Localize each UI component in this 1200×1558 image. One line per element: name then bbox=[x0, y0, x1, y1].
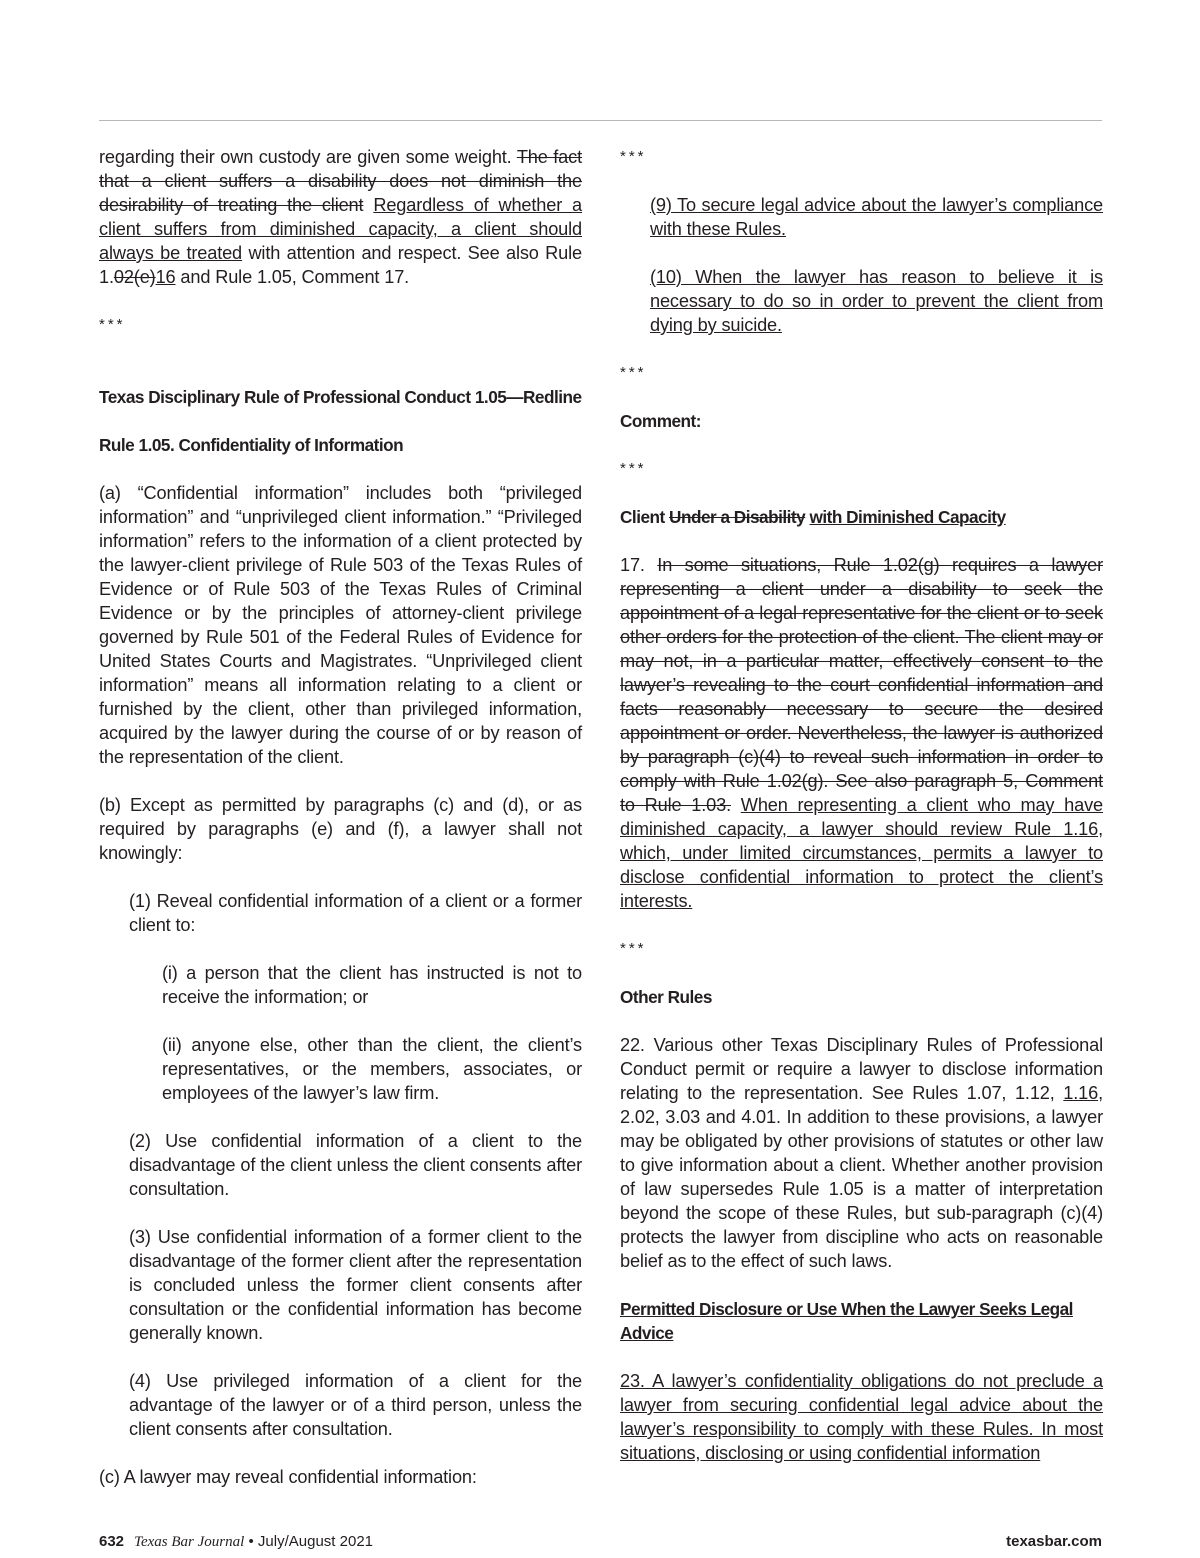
deleted-rule-ref: 02(e) bbox=[113, 267, 156, 287]
comment-22: 22. Various other Texas Disciplinary Rules of Professional Conduct permit or require a lawyer to disclose information relating to the representation. See Rules 1.07, 1.12, 1.16, 2.02, 3.03 and 4.01. In addition to these provisions, a lawyer may be obligated by other provisions of statutes or other law to give information about a client. Whether another provision of law supersedes Rule 1.05 is a matter of interpretation beyond the scope of these Rules, but sub-paragraph (c)(4) protects the lawyer from discipline who acts on reasonable belief as to the effect of such laws. bbox=[620, 1035, 1103, 1271]
section-break: *** bbox=[620, 364, 647, 381]
issue-date: July/August 2021 bbox=[257, 1533, 373, 1550]
item-b4: (4) Use privileged information of a client for the advantage of the lawyer or of a third person, unless the client consents after consultation. bbox=[129, 1371, 582, 1439]
inserted-text: (9) To secure legal advice about the lawyer’s compliance with these Rules. bbox=[650, 195, 1103, 239]
inserted-rule-ref: 16 bbox=[155, 267, 176, 287]
left-column bbox=[99, 145, 582, 1489]
header-rule bbox=[99, 120, 1102, 121]
paragraph-a: (a) “Confidential information” includes both “privileged information” and “unprivileged client information.” “Privileged information” refers to the information of a client protected by the lawyer-client privilege of Rule 503 of the Texas Rules of Evidence or of Rule 503 of the Texas Rules of Criminal Evidence or by the principles of attorney-client privilege governed by Rule 501 of the Federal Rules of Evidence for United States Courts and Magistrates. “Unprivileged client information” means all information relating to a client or furnished by the client, other than privileged information, acquired by the lawyer during the course of or by reason of the representation of the client. bbox=[99, 483, 582, 767]
paragraph-b: (b) Except as permitted by paragraphs (c) and (d), or as required by paragraphs (e) and (f), a lawyer shall not knowingly: bbox=[99, 795, 582, 863]
inserted-text: When representing a client who may have diminished capacity, a lawyer should review Rule 1.16, which, under limited circumstances, permits a lawyer to disclose confidential information to protect the client’s interests. bbox=[620, 795, 1104, 911]
inserted-text: 23. A lawyer’s confidentiality obligations do not preclude a lawyer from securing confidential legal advice about the lawyer’s responsibility to comply with these Rules. In most situations, disclosing or using confidential information bbox=[620, 1371, 1103, 1463]
item-c9 bbox=[650, 193, 1103, 241]
footer-left bbox=[99, 1532, 373, 1552]
journal-name: Texas Bar Journal bbox=[134, 1534, 245, 1550]
paragraph-c: (c) A lawyer may reveal confidential information: bbox=[99, 1467, 477, 1487]
section-break: *** bbox=[99, 316, 126, 333]
inserted-text: 1.16, bbox=[1063, 1083, 1103, 1103]
item-b2: (2) Use confidential information of a client to the disadvantage of the client unless the client consents after consultation. bbox=[129, 1131, 582, 1199]
comment-heading: Comment: bbox=[620, 411, 701, 431]
section-break: *** bbox=[620, 940, 647, 957]
rule-heading: Rule 1.05. Confidentiality of Information bbox=[99, 435, 404, 455]
item-b3: (3) Use confidential information of a former client to the disadvantage of the former client after the representation is concluded unless the former client consents after consultation or the confidential information has become generally known. bbox=[129, 1227, 582, 1343]
client-capacity-heading: Client Under a Disability with Diminished Capacity bbox=[620, 507, 1006, 527]
comment-23 bbox=[620, 1369, 1103, 1465]
other-rules-heading: Other Rules bbox=[620, 987, 712, 1007]
custody-paragraph: regarding their own custody are given some weight. The fact that a client suffers a disability does not diminish the desirability of treating the client Regardless of whether a client suffers from diminished capacity, a client should always be treated with attention and respect. See also Rule 1.02(e)16 and Rule 1.05, Comment 17. bbox=[99, 147, 582, 287]
page-number: 632 bbox=[99, 1533, 125, 1550]
section-break: *** bbox=[620, 148, 647, 165]
deleted-text: Under a Disability bbox=[669, 507, 806, 527]
section-break: *** bbox=[620, 460, 647, 477]
item-c10 bbox=[650, 265, 1103, 337]
permitted-disclosure-heading: Permitted Disclosure or Use When the Lawyer Seeks Legal Advice bbox=[620, 1299, 1073, 1343]
inserted-text: with Diminished Capacity bbox=[809, 507, 1006, 527]
deleted-text: The fact that a client suffers a disability does not diminish the desirability of treating the client bbox=[99, 147, 582, 215]
item-b1-ii: (ii) anyone else, other than the client, the client’s representatives, or the members, associates, or employees of the lawyer’s law firm. bbox=[162, 1035, 582, 1103]
redline-heading: Texas Disciplinary Rule of Professional Conduct 1.05—Redline bbox=[99, 387, 582, 407]
inserted-text: Regardless of whether a client suffers from diminished capacity, a client should always be treated bbox=[99, 195, 582, 263]
item-b1: (1) Reveal confidential information of a client or a former client to: bbox=[129, 891, 582, 935]
site-url[interactable]: texasbar.com bbox=[1006, 1533, 1102, 1550]
bullet: • bbox=[248, 1533, 254, 1550]
comment-17: 17. In some situations, Rule 1.02(g) requires a lawyer representing a client under a disability to seek the appointment of a legal representative for the client or to seek other orders for the protection of the client. The client may or may not, in a particular matter, effectively consent to the lawyer’s revealing to the court confidential information and facts reasonably necessary to secure the desired appointment or order. Nevertheless, the lawyer is authorized by paragraph (c)(4) to reveal such information in order to comply with Rule 1.02(g). See also paragraph 5, Comment to Rule 1.03. When representing a client who may have diminished capacity, a lawyer should review Rule 1.16, which, under limited circumstances, permits a lawyer to disclose confidential information to protect the client’s interests. bbox=[620, 555, 1104, 911]
inserted-text: (10) When the lawyer has reason to believe it is necessary to do so in order to prevent the client from dying by suicide. bbox=[650, 267, 1103, 335]
item-b1-i: (i) a person that the client has instructed is not to receive the information; or bbox=[162, 963, 582, 1007]
right-column bbox=[620, 145, 1103, 1465]
deleted-text: In some situations, Rule 1.02(g) requires a lawyer representing a client under a disability to seek the appointment of a legal representative for the client or to seek other orders for the protection of the client. The client may or may not, in a particular matter, effectively consent to the lawyer’s revealing to the court confidential information and facts reasonably necessary to secure the desired appointment or order. Nevertheless, the lawyer is authorized by paragraph (c)(4) to reveal such information in order to comply with Rule 1.02(g). See also paragraph 5, Comment to Rule 1.03. bbox=[620, 555, 1103, 815]
